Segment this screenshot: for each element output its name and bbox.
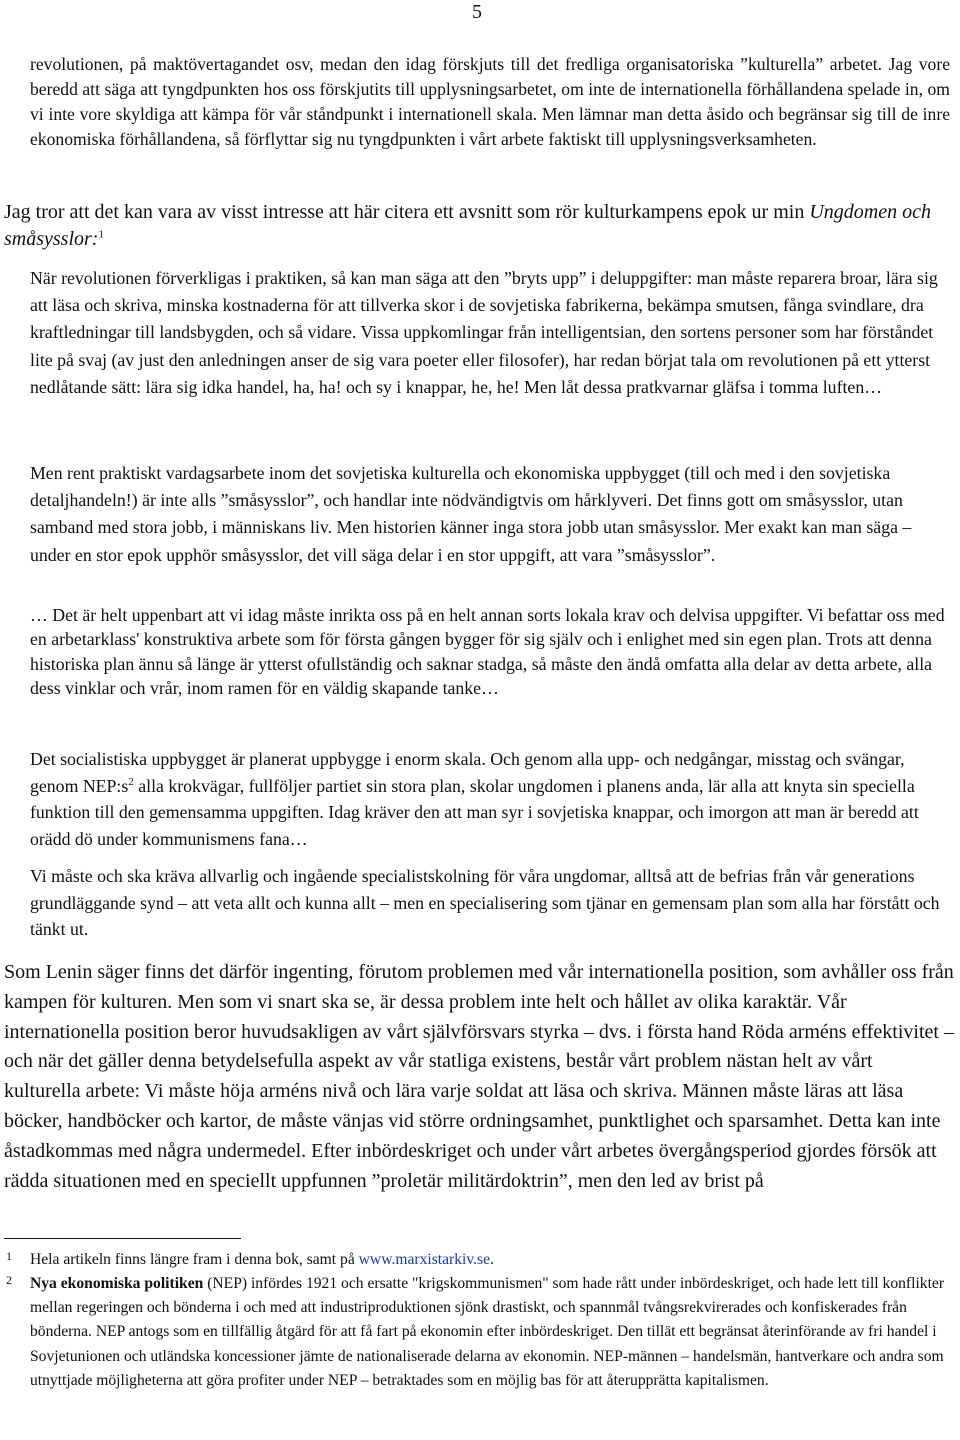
footnote-2-term: Nya ekonomiska politiken: [30, 1275, 204, 1292]
paragraph-continuation: revolutionen, på maktövertagandet osv, medan den idag förskjuts till det fredliga organisatoriska ”kulturella” arbetet. Jag vore beredd att säga att tyngdpunkten hos oss förskjutits till upplysningsarbetet, om inte de internationella förhållandena spelade in, om vi inte vore skyldiga att kämpa för vår ståndpunkt i internationell skala. Men lämnar man detta åsido och begränsar sig till de inre ekonomiska förhållandena, så förflyttar sig nu tyngdpunkten i vårt arbete faktiskt till upplysningsverksamheten.: [30, 54, 950, 149]
book-title: Ungdomen och småsysslor:: [4, 201, 931, 250]
block-quote-3: … Det är helt uppenbart att vi idag måste inrikta oss på en helt annan sorts lokala krav och delvisa uppgifter. Vi befattar oss med en arbetarklass' konstruktiva arbete som för första gången bygger för sig själv och i enlighet med sin egen plan. Trots att denna historiska plan ännu så länge är ytterst ofullständig och saknar stadga, så måste den ändå omfatta alla delar av detta arbete, alla dess vinklar och vrår, inom ramen för en väldig skapande tanke…: [30, 605, 945, 698]
block-quote-1: När revolutionen förverkligas i praktiken, så kan man säga att den ”bryts upp” i deluppgifter: man måste reparera broar, lära sig att läsa och skriva, minska kostnaderna för att tillverka skor i de sovjetiska fabrikerna, bekämpa smutsen, fånga svindlare, dra kraftledningar till landsbygden, och så vidare. Vissa uppkomlingar från intelligentsian, den sortens personer som har förståndet lite på svaj (av just den anledningen anser de sig vara poeter eller filosofer), har redan börjat tala om revolutionen på ett ytterst nedlåtande sätt: lära sig idka handel, ha, ha! och sy i knappar, he, he! Men låt dessa pratkvarnar gläfsa i tomma luften…: [30, 268, 938, 397]
footnote-ref-2[interactable]: 2: [128, 775, 134, 788]
block-quote-5: Vi måste och ska kräva allvarlig och ingående specialistskolning för våra ungdomar, alltså att de befrias från vår generations grundläggande synd – att veta allt och kunna allt – men en specialisering som tjänar en gemensam plan som alla har förstått och tänkt ut.: [30, 866, 940, 939]
footnote-1-mark: 1: [6, 1249, 12, 1263]
footnote-2-mark: 2: [6, 1273, 12, 1287]
footnote-1-text: Hela artikeln finns längre fram i denna bok, samt på: [30, 1251, 359, 1268]
block-quote-2: Men rent praktiskt vardagsarbete inom det sovjetiska kulturella och ekonomiska uppbygget (till och med i den sovjetiska detaljhandeln!) är inte alls ”småsysslor”, och handlar inte nödvändigtvis om hårklyveri. Det finns gott om småsysslor, utan samband med stora jobb, i människans liv. Men historien känner inga stora jobb utan småsysslor. Mer exakt kan man säga – under en stor epok upphör småsysslor, det vill säga delar i en stor uppgift, att vara ”småsysslor”.: [30, 463, 912, 565]
quote4-text-before: Det socialistiska uppbygget är planerat uppbygge i enorm skala. Och genom alla upp- och nedgångar, misstag och svängar, genom NEP:s: [30, 749, 905, 796]
block-quote-4: [30, 746, 952, 852]
footnote-1: [0, 1248, 950, 1272]
intro-text: Jag tror att det kan vara av visst intresse att här citera ett avsnitt som rör kulturkampens epok ur min: [4, 201, 810, 223]
paragraph-intro-quote: [4, 199, 954, 252]
footnote-2-text: (NEP) infördes 1921 och ersatte "krigskommunismen" som hade rått under inbördeskriget, och hade lett till konflikter mellan regeringen och bönderna i och med att industriproduktionen sjönk drastiskt, och spannmål tvångsrekvirerades och konfiskerades från bönderna. NEP antogs som en tillfällig åtgärd för att få fart på ekonomin efter inbördeskriget. Den tillät ett begränsat återinförande av fri handel i Sovjetunionen och utländska koncessioner jämte de nationaliserade delarna av ekonomin. NEP-männen – handelsmän, hantverkare och andra som utnyttjade möjligheterna att göra profiter under NEP – betraktades som en möjlig bas för att återupprätta kapitalismen.: [30, 1275, 945, 1389]
footnote-1-end: .: [490, 1251, 494, 1268]
quote4-text-after: alla krokvägar, fullföljer partiet sin stora plan, skolar ungdomen i planens anda, lär alla att knyta sin speciella funktion till den gemensamma uppgiften. Idag kräver den att man syr i sovjetiska knappar, och imorgon att man är beredd att orädd dö under kommunismens fana…: [30, 775, 919, 849]
footnote-2: [0, 1272, 950, 1393]
footnote-ref-1[interactable]: 1: [98, 227, 104, 240]
footnote-1-link[interactable]: www.marxistarkiv.se: [358, 1251, 491, 1268]
paragraph-lenin: Som Lenin säger finns det därför ingenting, förutom problemen med vår internationella position, som avhåller oss från kampen för kulturen. Men som vi snart ska se, är dessa problem inte helt och hållet av olika karaktär. Vår internationella position beror huvudsakligen av vårt självförsvars styrka – dvs. i första hand Röda arméns effektivitet – och när det gäller denna betydelsefulla aspekt av vår statliga existens, består vårt problem nästan helt av vårt kulturella arbete: Vi måste höja arméns nivå och lära varje soldat att läsa och skriva. Männen måste läras att läsa böcker, handböcker och kartor, de måste vänjas vid större ordningsamhet, punktlighet och sparsamhet. Detta kan inte åstadkommas med några undermedel. Efter inbördeskriget och under vårt arbetes övergångsperiod gjordes försök att rädda situationen med en speciellt uppfunnen ”proletär militärdoktrin”, men den led av brist på: [4, 961, 954, 1192]
footnote-divider: [4, 1238, 241, 1239]
page-number: 5: [472, 1, 482, 23]
